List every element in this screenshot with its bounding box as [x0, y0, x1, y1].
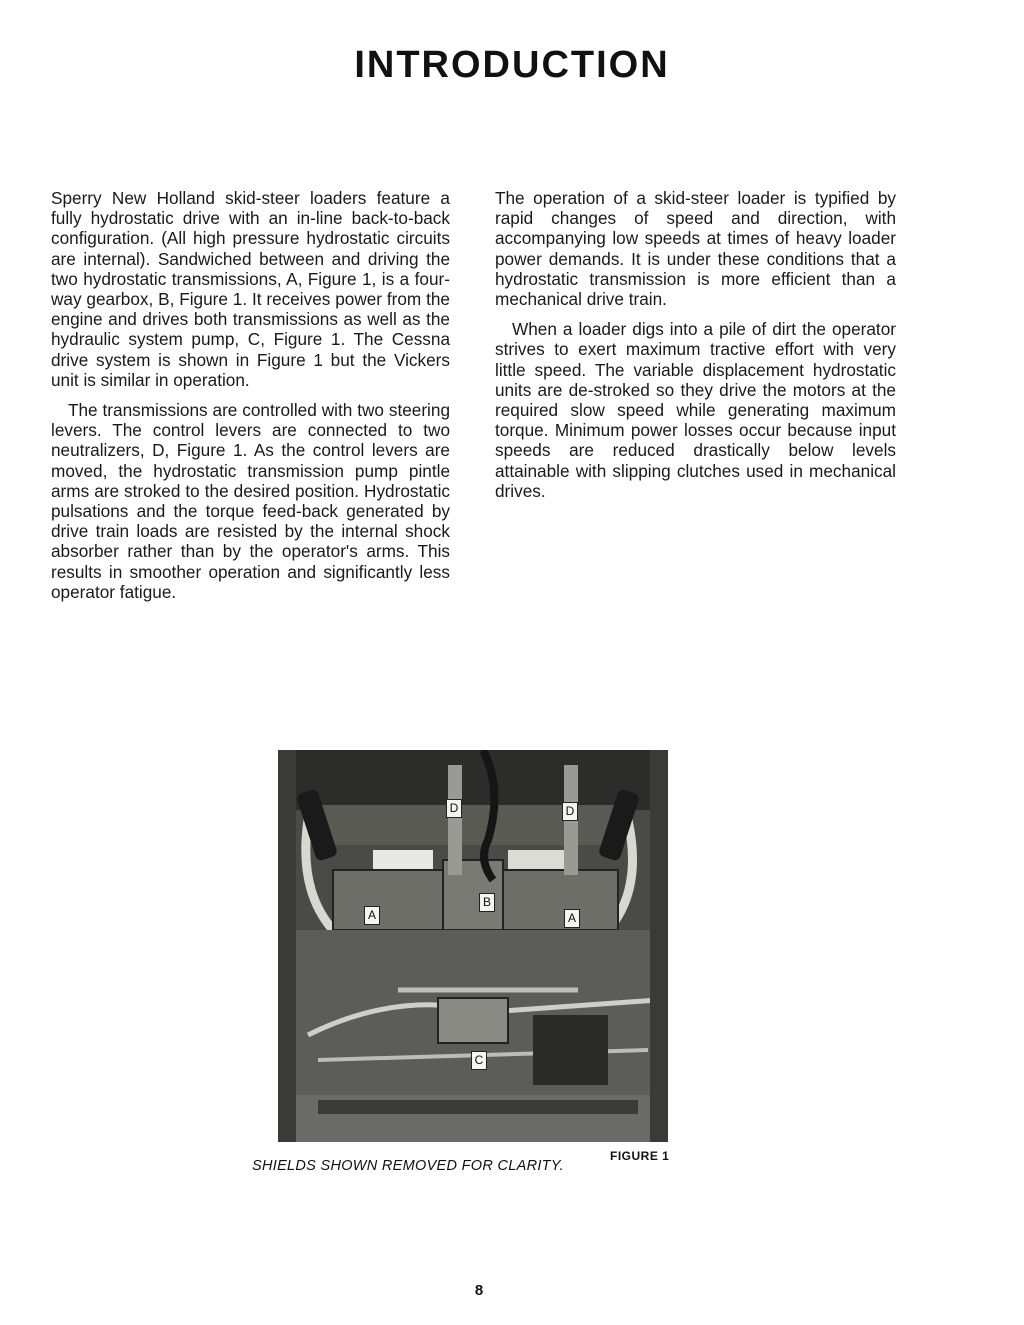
callout-d-right: D [562, 802, 578, 821]
figure-label: FIGURE 1 [610, 1149, 670, 1163]
paragraph: Sperry New Holland skid-steer loaders feature a fully hydrostatic drive with an in-line back-to-back configuration. (All high pressure hydrostatic circuits are internal). Sandwiched between and driving the two hydrostatic transmissions, A, Figure 1, is a four-way gearbox, B, Figure 1. It receives power from the engine and drives both transmissions as well as the hydraulic system pump, C, Figure 1. The Cessna drive system is shown in Figure 1 but the Vickers unit is similar in operation. [51, 188, 450, 390]
callout-c: C [471, 1051, 487, 1070]
paragraph: The transmissions are controlled with two steering levers. The control levers are connected to two neutralizers, D, Figure 1. As the control levers are moved, the hydrostatic transmission pump pintle arms are stroked to the desired position. Hydrostatic pulsations and the torque feed-back generated by drive train loads are resisted by the internal shock absorber rather than by the operator's arms. This results in smoother operation and significantly less operator fatigue. [51, 400, 450, 602]
paragraph: The operation of a skid-steer loader is typified by rapid changes of speed and direction, with accompanying low speeds at times of heavy loader power demands. It is under these conditions that a hydrostatic transmission is more efficient than a mechanical drive train. [495, 188, 896, 310]
paragraph: When a loader digs into a pile of dirt the operator strives to exert maximum tractive effort with very little speed. The variable displacement hydrostatic units are de-stroked so they drive the motors at the required slow speed while generating maximum torque. Minimum power losses occur because input speeds are reduced drastically below levels attainable with slipping clutches used in mechanical drives. [495, 319, 896, 501]
figure-caption: SHIELDS SHOWN REMOVED FOR CLARITY. [252, 1158, 564, 1174]
page-number: 8 [474, 1282, 484, 1299]
left-column [51, 188, 450, 612]
callout-a-right: A [564, 909, 580, 928]
right-column [495, 188, 896, 511]
callout-d-left: D [446, 799, 462, 818]
callout-a-left: A [364, 906, 380, 925]
drive-system-illustration [278, 750, 668, 1142]
callout-b: B [479, 893, 495, 912]
page-title: INTRODUCTION [354, 44, 670, 86]
figure-photo [278, 750, 668, 1142]
